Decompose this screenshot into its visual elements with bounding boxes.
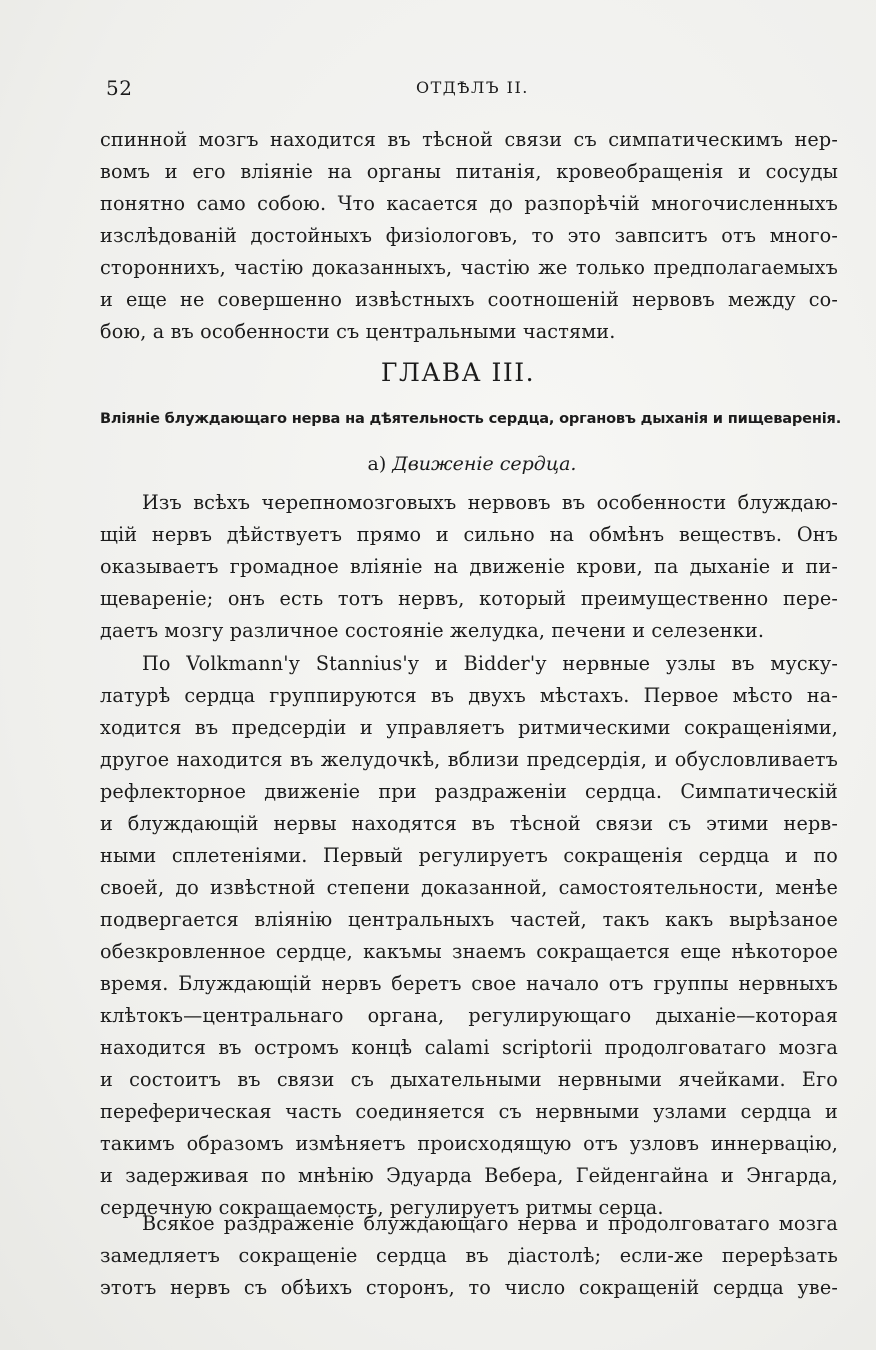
page-header [106, 76, 776, 106]
text-line: стороннихъ, частію доказанныхъ, частію же только предполагаемыхъ [100, 256, 838, 279]
text-line: щій нервъ дѣйствуетъ прямо и сильно на обмѣнъ веществъ. Онъ [100, 523, 838, 546]
text-line: и еще не совершенно извѣстныхъ соотношеній нервовъ между со- [100, 288, 838, 311]
text-line: и задерживая по мнѣнію Эдуарда Вебера, Гейденгайна и Энгарда, [100, 1164, 838, 1187]
text-line: ными сплетеніями. Первый регулируетъ сокращенія сердца и по [100, 844, 838, 867]
section-title: Движеніе сердца. [392, 453, 577, 475]
text-line: такимъ образомъ измѣняетъ происходящую отъ узловъ иннервацію, [100, 1132, 838, 1155]
paragraph-3 [100, 1208, 838, 1304]
text-line: ходится въ предсердіи и управляетъ ритмическими сокращеніями, [100, 716, 838, 739]
text-line: время. Блуждающій нервъ беретъ свое начало отъ группы нервныхъ [100, 972, 838, 995]
text-line: обезкровленное сердце, какъмы знаемъ сокращается еще нѣкоторое [100, 940, 838, 963]
chapter-title: ГЛАВА III. [380, 358, 536, 387]
paragraph-2 [100, 648, 838, 1224]
text-line: понятно само собою. Что касается до разпорѣчій многочисленныхъ [100, 192, 838, 215]
text-line: Всякое раздраженіе блуждающаго нерва и продолговатаго мозга [142, 1212, 838, 1235]
text-line: Изъ всѣхъ черепномозговыхъ нервовъ въ особенности блуждаю- [142, 491, 838, 514]
text-line: вомъ и его вліяніе на органы питанія, кровеобращенія и сосуды [100, 160, 838, 183]
text-line: сердечную сокращаемость, регулируетъ ритмы серца. [100, 1196, 664, 1219]
text-line: клѣтокъ—центральнаго органа, регулирующаго дыханіе—которая [100, 1004, 838, 1027]
text-line: оказываетъ громадное вліяніе на движеніе крови, па дыханіе и пи- [100, 555, 838, 578]
text-line: и блуждающій нервы находятся въ тѣсной связи съ этими нерв- [100, 812, 838, 835]
text-line: находится въ остромъ концѣ calami scriptorii продолговатаго мозга [100, 1036, 838, 1059]
text-line: бою, а въ особенности съ центральными частями. [100, 320, 616, 343]
text-line: изслѣдованій достойныхъ физіологовъ, то это завпситъ отъ много- [100, 224, 838, 247]
page-number: 52 [106, 76, 133, 100]
text-line: подвергается вліянію центральныхъ частей, такъ какъ вырѣзаное [100, 908, 838, 931]
text-line: рефлекторное движеніе при раздраженіи сердца. Симпатическій [100, 780, 838, 803]
section-marker: а) [367, 453, 387, 475]
text-line: другое находится въ желудочкѣ, вблизи предсердія, и обусловливаетъ [100, 748, 838, 771]
running-head: ОТДѢЛЪ II. [416, 78, 529, 97]
section-heading [0, 453, 876, 475]
text-line: этотъ нервъ съ обѣихъ сторонъ, то число сокращеній сердца уве- [100, 1276, 838, 1299]
text-line: латурѣ сердца группируются въ двухъ мѣстахъ. Первое мѣсто на- [100, 684, 838, 707]
continuation-paragraph [100, 124, 838, 348]
text-line: замедляетъ сокращеніе сердца въ діастолѣ; если-же перерѣзать [100, 1244, 838, 1267]
text-line: спинной мозгъ находится въ тѣсной связи съ симпатическимъ нер- [100, 128, 838, 151]
paragraph-1 [100, 487, 838, 647]
chapter-subtitle: Вліяніе блуждающаго нерва на дѣятельность сердца, органовъ дыханія и пищеваренія. [100, 410, 842, 427]
text-line: щевареніе; онъ есть тотъ нервъ, который преимущественно пере- [100, 587, 838, 610]
text-line: переферическая часть соединяется съ нервными узлами сердца и [100, 1100, 838, 1123]
text-line: даетъ мозгу различное состояніе желудка, печени и селезенки. [100, 619, 765, 642]
text-line: и состоитъ въ связи съ дыхательными нервными ячейками. Его [100, 1068, 838, 1091]
text-line: своей, до извѣстной степени доказанной, самостоятельности, менѣе [100, 876, 838, 899]
text-line: По Volkmann'у Stannius'у и Bidder'у нервные узлы въ муску- [142, 652, 838, 675]
